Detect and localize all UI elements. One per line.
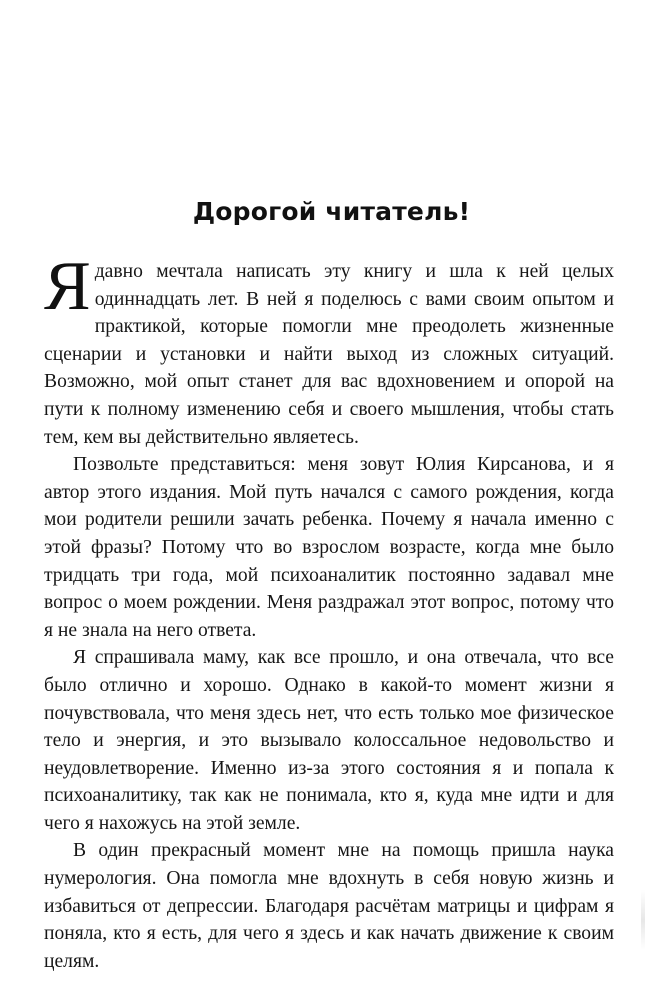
drop-cap: Я (44, 248, 91, 325)
paragraph-3: Я спрашивала маму, как все прошло, и она отвечала, что все было отлично и хорошо. Однако в какой-то момент жизни я почувствовала, что меня здесь нет, что есть только мое физическое тело и энергия, и это вызывало колоссальное недовольство и неудовлетворение. Именно из-за этого состояния я и попала к психоаналитику, так как не понимала, кто я, куда мне идти и для чего я нахожусь на этой земле. (44, 647, 614, 834)
body-text (44, 248, 614, 975)
paragraph-1 (44, 248, 614, 451)
paragraph-1-text: давно мечтала написать эту книгу и шла к ней целых одиннадцать лет. В ней я поделюсь с вами своим опытом и практикой, которые помогли мне преодолеть жизненные сценарии и установки и найти выход из сложных ситуаций. Возможно, мой опыт станет для вас вдохновением и опорой на пути к полному изменению себя и своего мышления, чтобы стать тем, кем вы действительно являетесь. (44, 261, 614, 448)
paragraph-4: В один прекрасный момент мне на помощь пришла наука нумерология. Она помогла мне вдохнуть в себя новую жизнь и избавиться от депрессии. Благодаря расчётам матрицы и цифрам я поняла, кто я есть, для чего я здесь и как начать движение к своим целям. (44, 840, 614, 972)
paragraph-2: Позвольте представиться: меня зовут Юлия Кирсанова, и я автор этого издания. Мой путь начался с самого рождения, когда мои родители решили зачать ребенка. Почему я начала именно с этой фразы? Потому что во взрослом возрасте, когда мне было тридцать три года, мой психоаналитик постоянно задавал мне вопрос о моем рождении. Меня раздражал этот вопрос, потому что я не знала на него ответа. (44, 454, 614, 641)
page-title: Дорогой читатель! (192, 197, 471, 226)
page-edge-mark (641, 890, 645, 950)
